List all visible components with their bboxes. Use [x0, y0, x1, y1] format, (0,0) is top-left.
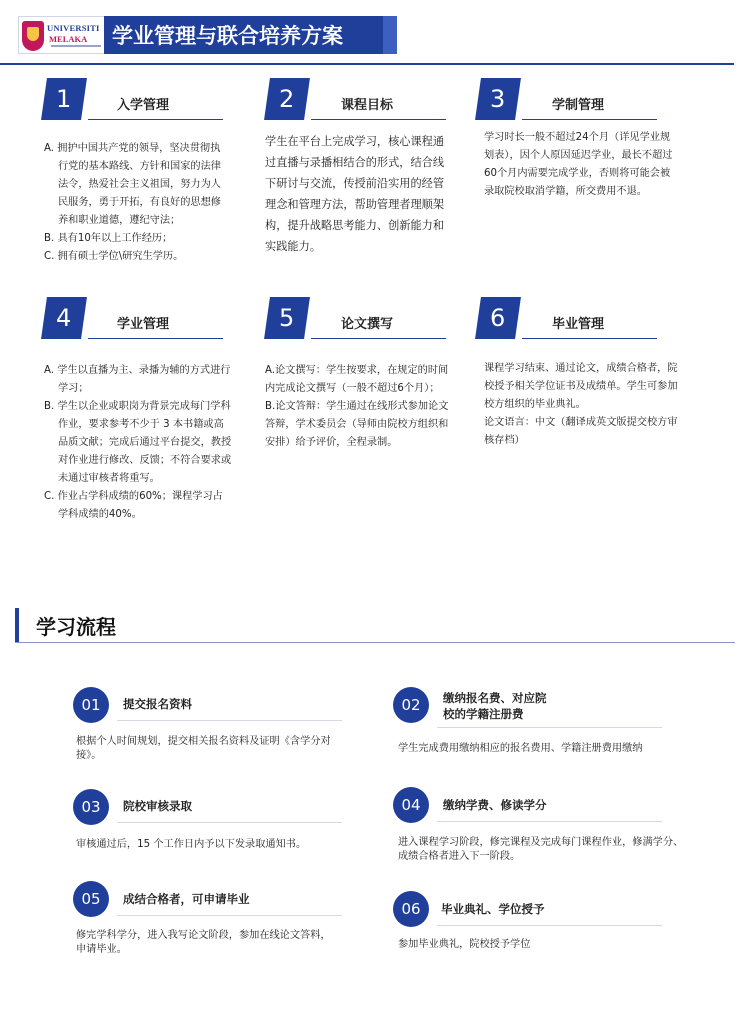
- step-description: 进入课程学习阶段，修完课程及完成每门课程作业，修满学分、成绩合格者进入下一阶段。: [398, 837, 684, 862]
- section-title-course-goals: 课程目标: [341, 98, 394, 113]
- list-item: A. 学生以直播为主、录播为辅的方式进行学习；: [44, 365, 231, 394]
- step-description: 学生完成费用缴纳相应的报名费用、学籍注册费用缴纳: [398, 743, 643, 754]
- section-number-6: 6: [475, 297, 521, 339]
- step-number-02: 02: [393, 687, 429, 723]
- section-body-graduation: [484, 360, 678, 450]
- section-number-3: 3: [475, 78, 521, 120]
- paragraph: A.论文撰写：学生按要求，在规定的时间内完成论文撰写（一般不超过6个月）；: [265, 365, 449, 394]
- step-title: 提交报名资料: [123, 697, 192, 711]
- section-body-study-duration: 学习时长一般不超过24个月（详见学业规划表），因个人原因延迟学业，最长不超过60个月内需要完成学业，否则将可能会被录取院校取消学籍，所交费用不退。: [484, 132, 673, 197]
- step-number-04: 04: [393, 787, 429, 823]
- step-title: 缴纳学费、修读学分: [443, 798, 547, 812]
- process-title: 学习流程: [36, 615, 116, 639]
- section-underline: [88, 338, 223, 339]
- header-divider: [0, 63, 734, 65]
- process-divider: [15, 642, 735, 643]
- section-body-course-goals: 学生在平台上完成学习，核心课程通过直播与录播相结合的形式，结合线下研讨与交流，传授前沿实用的经管理念和管理方法，帮助管理者理顺架构，提升战略思考能力、创新能力和实践能力。: [265, 135, 445, 253]
- step-title: 缴纳报名费、对应院校的学籍注册费: [443, 691, 547, 721]
- section-underline: [522, 338, 657, 339]
- step-number-05: 05: [73, 881, 109, 917]
- step-description: 根据个人时间规划，提交相关报名资料及证明《含学分对接》。: [76, 736, 331, 761]
- crest-icon: [22, 21, 44, 51]
- section-body-academic-management: [44, 362, 232, 524]
- list-item: B. 具有10年以上工作经历；: [44, 233, 173, 244]
- step-divider: [437, 821, 662, 822]
- step-title: 毕业典礼、学位授予: [441, 902, 545, 916]
- step-number-01: 01: [73, 687, 109, 723]
- step-divider: [117, 720, 342, 721]
- section-underline: [88, 119, 223, 120]
- section-title-academic-management: 学业管理: [117, 317, 170, 332]
- paragraph: B.论文答辩：学生通过在线形式参加论文答辩，学术委员会（导师由院校方组织和安排）给予评价，全程录制。: [265, 401, 449, 448]
- section-title-study-duration: 学制管理: [552, 98, 605, 113]
- section-body-thesis: [265, 362, 449, 452]
- section-title-graduation: 毕业管理: [552, 317, 605, 332]
- section-number-4: 4: [41, 297, 87, 339]
- section-underline: [522, 119, 657, 120]
- title-band-accent: [383, 16, 397, 54]
- section-underline: [311, 119, 446, 120]
- logo-text-line1: UNIVERSITI: [47, 23, 100, 33]
- step-divider: [117, 915, 342, 916]
- university-logo: [18, 16, 106, 54]
- step-title: 院校审核录取: [123, 799, 192, 813]
- section-underline: [311, 338, 446, 339]
- list-item: C. 拥有硕士学位\研究生学历。: [44, 251, 184, 262]
- section-title-enrollment: 入学管理: [117, 98, 170, 113]
- step-description: 参加毕业典礼，院校授予学位: [398, 939, 531, 950]
- section-number-2: 2: [264, 78, 310, 120]
- page-title: 学业管理与联合培养方案: [112, 24, 343, 48]
- section-number-5: 5: [264, 297, 310, 339]
- section-number-1: 1: [41, 78, 87, 120]
- logo-underline: [51, 45, 101, 47]
- section-body-enrollment: [44, 140, 230, 266]
- paragraph: 课程学习结束、通过论文，成绩合格者，院校授予相关学位证书及成绩单。学生可参加校方组织的毕业典礼。: [484, 363, 678, 410]
- list-item: A. 拥护中国共产党的领导，坚决贯彻执行党的基本路线、方针和国家的法律法令，热爱社会主义祖国，努力为人民服务，勇于开拓，有良好的思想修养和职业道德，遵纪守法；: [44, 143, 221, 226]
- list-item: C. 作业占学科成绩的60%；课程学习占学科成绩的40%。: [44, 491, 223, 520]
- step-description: 修完学科学分，进入我写论文阶段，参加在线论文答料，申请毕业。: [76, 930, 331, 955]
- step-number-06: 06: [393, 891, 429, 927]
- step-divider: [437, 925, 662, 926]
- step-description: 审核通过后，15 个工作日内予以下发录取通知书。: [76, 839, 307, 850]
- step-title: 成结合格者，可申请毕业: [123, 892, 250, 906]
- logo-text-line2: MELAKA: [49, 34, 88, 44]
- paragraph: 论文语言：中文（翻译成英文版提交校方审核存档）: [484, 417, 678, 446]
- process-accent-bar: [15, 608, 19, 642]
- section-title-thesis: 论文撰写: [341, 317, 394, 332]
- step-divider: [117, 822, 342, 823]
- step-divider: [437, 727, 662, 728]
- step-number-03: 03: [73, 789, 109, 825]
- list-item: B. 学生以企业或职岗为背景完成每门学科作业，要求参考不少于 3 本书籍或高品质文献；完成后通过平台提交，教授对作业进行修改、反馈；不符合要求或未通过审核者将重写。: [44, 401, 232, 484]
